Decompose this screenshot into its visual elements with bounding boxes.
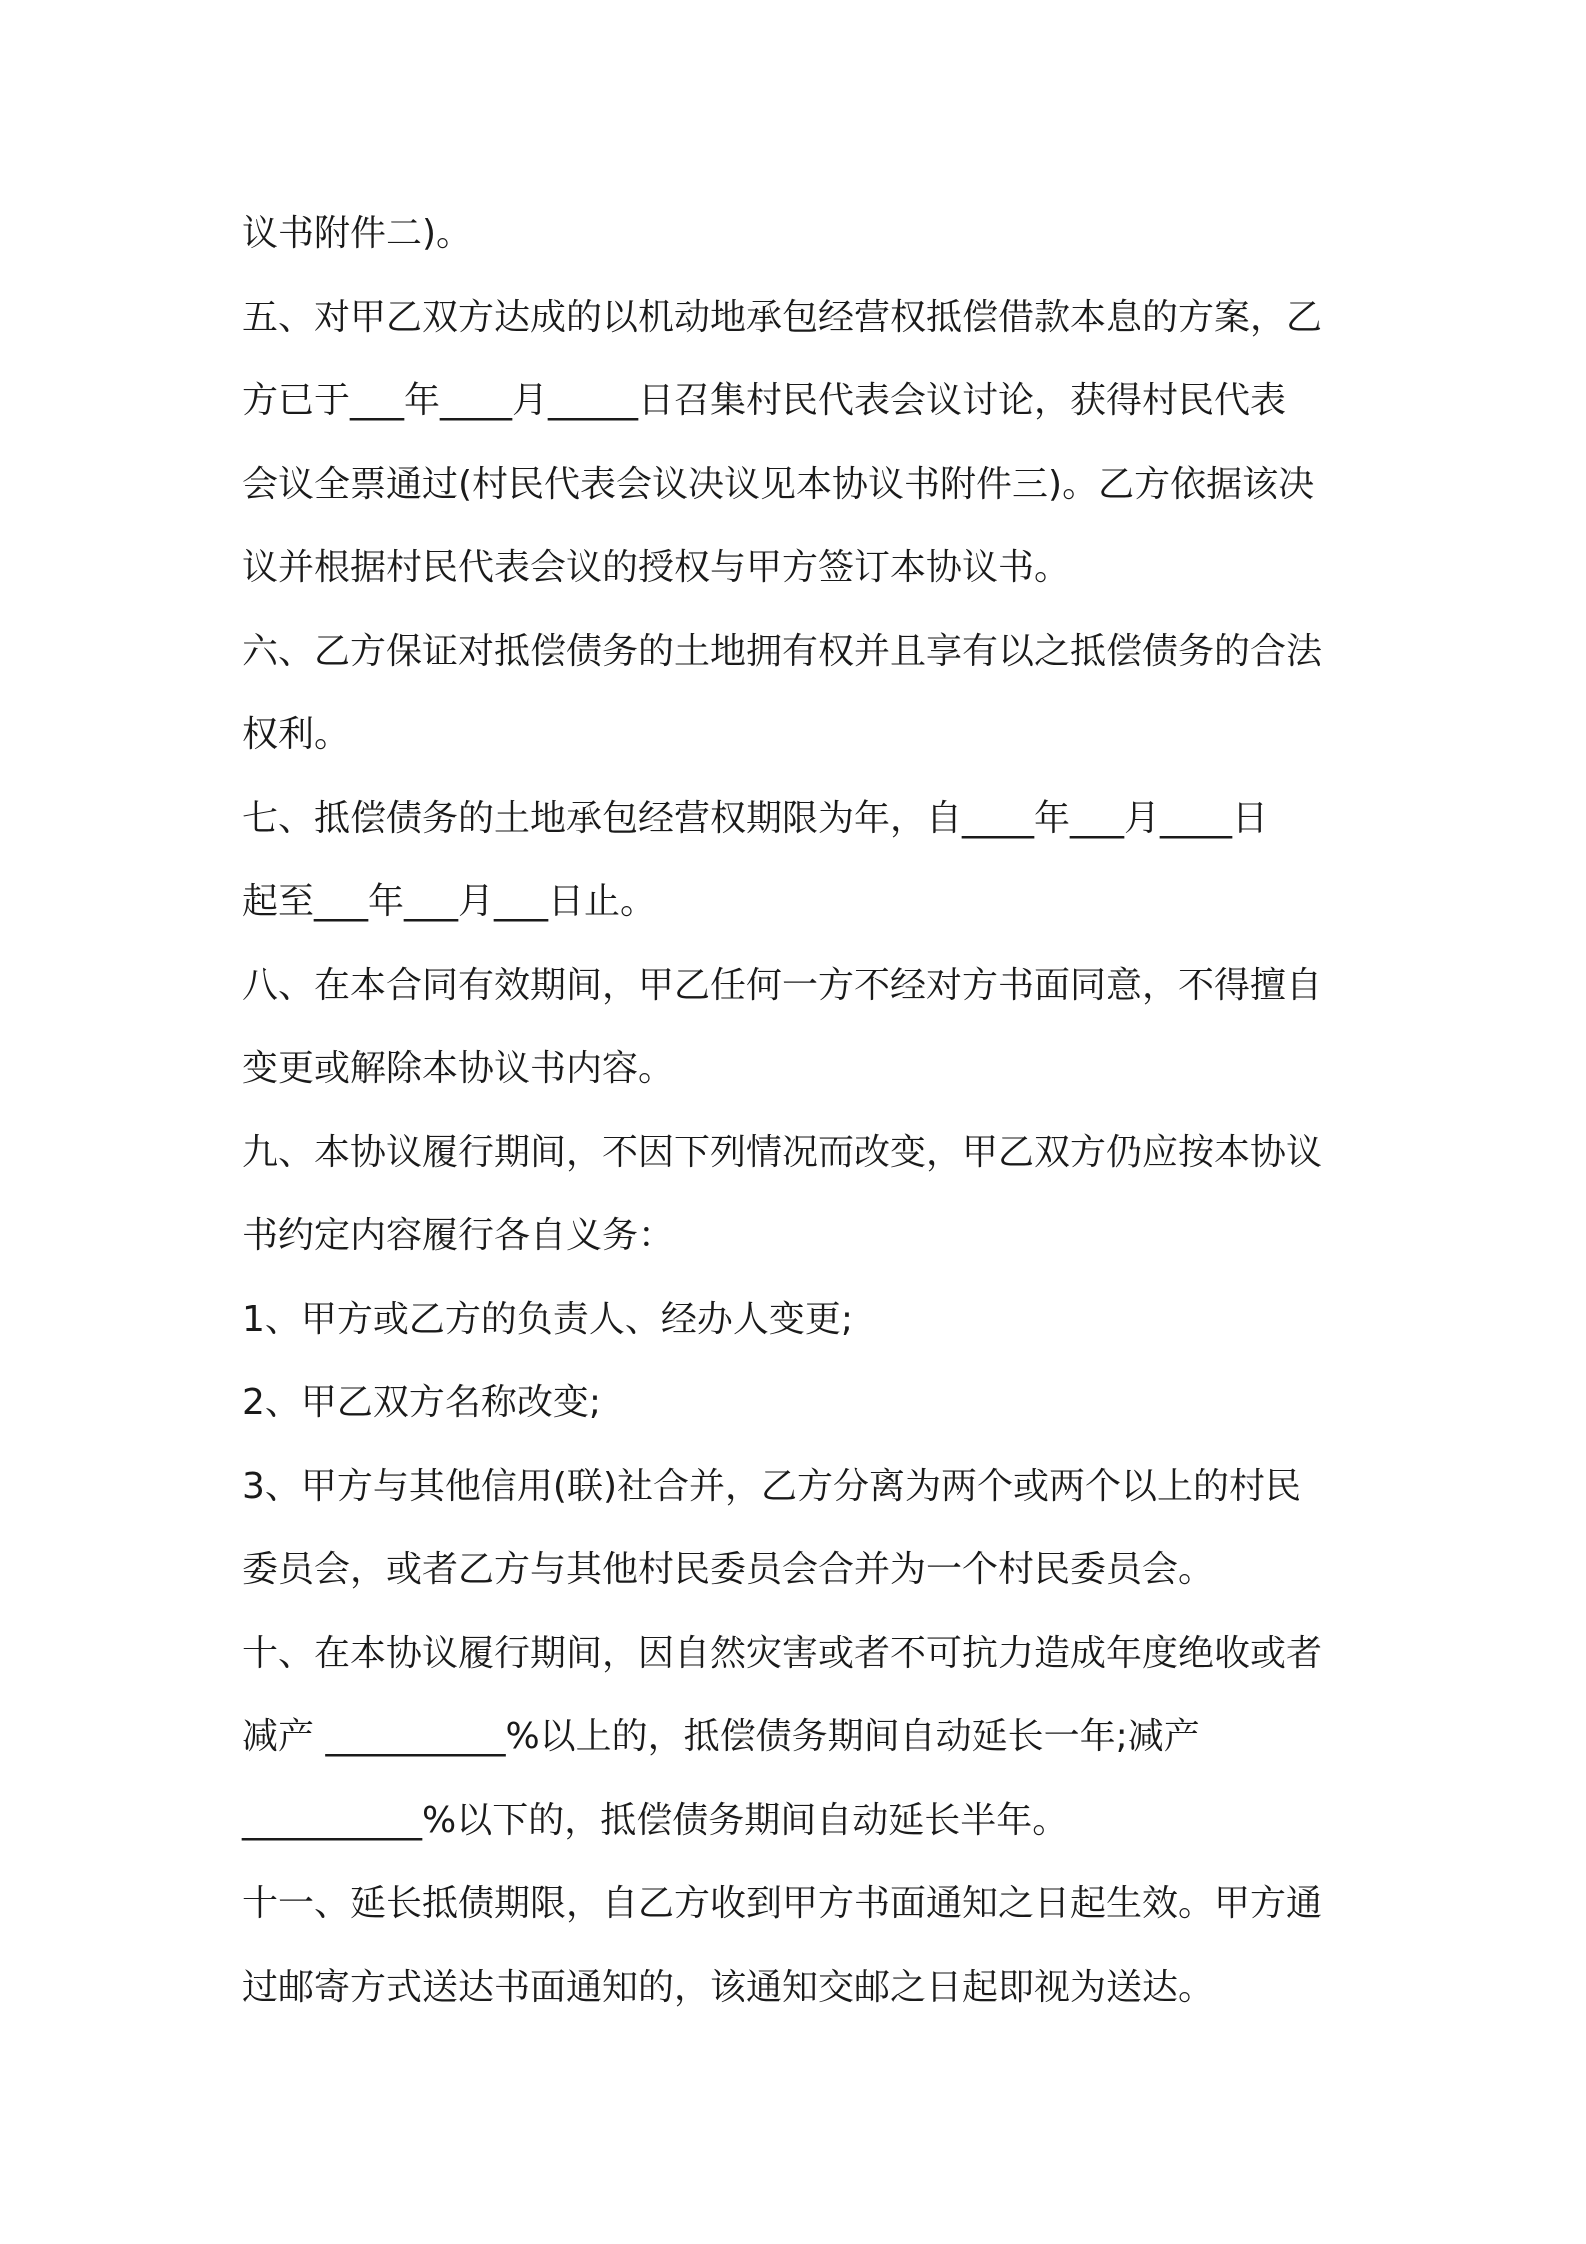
text-line: 减产 __________%以上的，抵偿债务期间自动延长一年;减产 [242, 1716, 1200, 1757]
text-line: 议书附件二)。 [242, 213, 473, 254]
text-line: 八、在本合同有效期间，甲乙任何一方不经对方书面同意，不得擅自 [242, 964, 1323, 1006]
text-line: 六、乙方保证对抵偿债务的土地拥有权并且享有以之抵偿债务的合法 [242, 630, 1323, 672]
text-line: 2、甲乙双方名称改变; [242, 1382, 602, 1423]
text-line: 委员会，或者乙方与其他村民委员会合并为一个村民委员会。 [242, 1549, 1215, 1590]
clause-9-item-1 [242, 1278, 1352, 1362]
text-line: 九、本协议履行期间，不因下列情况而改变，甲乙双方仍应按本协议 [242, 1131, 1323, 1173]
clause-6 [242, 610, 1352, 777]
clause-11 [242, 1862, 1352, 2029]
text-line: 七、抵偿债务的土地承包经营权期限为年，自____年___月____日 [242, 797, 1269, 839]
text-line: 起至___年___月___日止。 [242, 881, 657, 922]
text-line: 1、甲方或乙方的负责人、经办人变更; [242, 1298, 854, 1340]
clause-8 [242, 944, 1352, 1111]
text-line: 书约定内容履行各自义务： [242, 1215, 675, 1256]
clause-10 [242, 1612, 1352, 1863]
clause-9-item-3 [242, 1445, 1352, 1612]
text-line: 十、在本协议履行期间，因自然灾害或者不可抗力造成年度绝收或者 [242, 1632, 1323, 1674]
text-line: 议并根据村民代表会议的授权与甲方签订本协议书。 [242, 547, 1071, 588]
clause-5 [242, 276, 1352, 610]
text-line: 变更或解除本协议书内容。 [242, 1048, 675, 1089]
document-body [242, 192, 1352, 2029]
text-line: 五、对甲乙双方达成的以机动地承包经营权抵偿借款本息的方案，乙 [242, 296, 1323, 338]
text-line: 3、甲方与其他信用(联)社合并，乙方分离为两个或两个以上的村民 [242, 1465, 1301, 1507]
text-line: 方已于___年____月_____日召集村民代表会议讨论，获得村民代表 [242, 380, 1287, 421]
text-line: 十一、延长抵债期限，自乙方收到甲方书面通知之日起生效。甲方通 [242, 1883, 1323, 1924]
text-line: 会议全票通过(村民代表会议决议见本协议书附件三)。乙方依据该决 [242, 463, 1315, 505]
text-line: 过邮寄方式送达书面通知的，该通知交邮之日起即视为送达。 [242, 1966, 1215, 2008]
clause-9-item-2 [242, 1361, 1352, 1445]
text-line: 权利。 [242, 714, 351, 755]
text-line: __________%以下的，抵偿债务期间自动延长半年。 [242, 1799, 1069, 1841]
clause-7 [242, 777, 1352, 944]
paragraph-annex-two-end [242, 192, 1352, 276]
clause-9 [242, 1111, 1352, 1278]
